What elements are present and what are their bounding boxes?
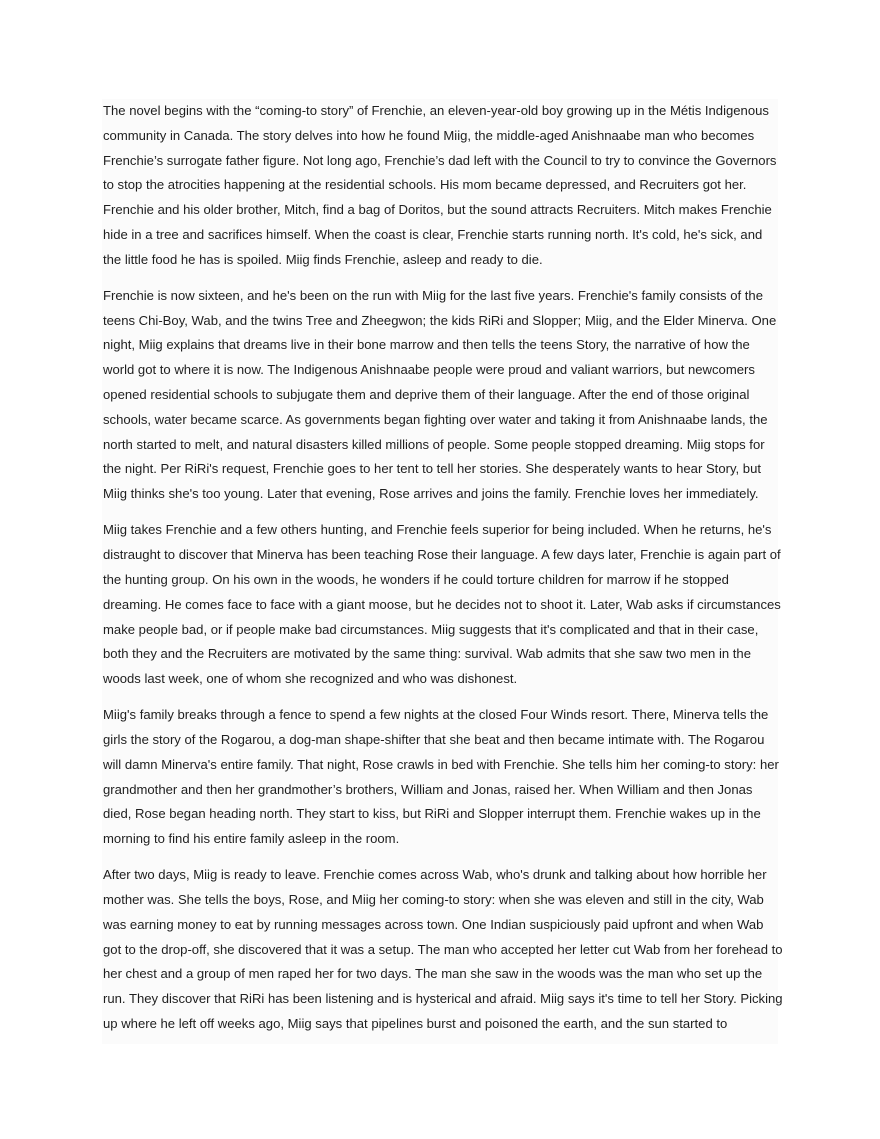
- paragraph-line: girls the story of the Rogarou, a dog-man shape-shifter that she beat and then became intimate with. The Rogarou: [103, 732, 765, 748]
- paragraph-line: make people bad, or if people make bad circumstances. Miig suggests that it's complicated and that in their case,: [103, 621, 759, 637]
- paragraph-line: the night. Per RiRi's request, Frenchie goes to her tent to tell her stories. She desperately wants to hear Story, but: [103, 461, 762, 477]
- paragraph-line: the hunting group. On his own in the woods, he wonders if he could torture children for marrow if he stopped: [103, 571, 729, 587]
- paragraph-line: dreaming. He comes face to face with a giant moose, but he decides not to shoot it. Later, Wab asks if circumstances: [103, 596, 781, 612]
- paragraph-line: run. They discover that RiRi has been listening and is hysterical and afraid. Miig says it's time to tell her Story. Picking: [103, 991, 783, 1007]
- paragraph-line: got to the drop-off, she discovered that it was a setup. The man who accepted her letter cut Wab from her forehead to: [103, 941, 783, 957]
- paragraph: [102, 518, 781, 692]
- paragraph-line: the little food he has is spoiled. Miig finds Frenchie, asleep and ready to die.: [103, 251, 543, 267]
- paragraph-line: night, Miig explains that dreams live in their bone marrow and then tells the teens Story, the narrative of how the: [103, 337, 750, 353]
- paragraph-line: died, Rose began heading north. They start to kiss, but RiRi and Slopper interrupt them. Frenchie wakes up in the: [103, 806, 761, 822]
- paragraph-line: mother was. She tells the boys, Rose, and Miig her coming-to story: when she was eleven and still in the city, Wab: [103, 892, 764, 908]
- paragraph-line: hide in a tree and sacrifices himself. When the coast is clear, Frenchie starts running north. It's cold, he's sick, and: [103, 226, 763, 242]
- paragraph-line: Miig's family breaks through a fence to spend a few nights at the closed Four Winds resort. There, Minerva tells the: [103, 707, 769, 723]
- paragraph-line: distraught to discover that Minerva has been teaching Rose their language. A few days later, Frenchie is again part of: [103, 547, 781, 563]
- paragraph-line: will damn Minerva's entire family. That night, Rose crawls in bed with Frenchie. She tells him her coming-to story: her: [103, 756, 779, 772]
- text-block: [102, 99, 783, 1044]
- paragraph-line: schools, water became scarce. As governments began fighting over water and taking it from Anishnaabe lands, the: [103, 411, 768, 427]
- paragraph-line: world got to where it is now. The Indigenous Anishnaabe people were proud and valiant warriors, but newcomers: [103, 362, 755, 378]
- paragraph-line: community in Canada. The story delves into how he found Miig, the middle-aged Anishnaabe man who becomes: [103, 127, 755, 143]
- paragraph-line: Miig takes Frenchie and a few others hunting, and Frenchie feels superior for being included. When he returns, he's: [103, 522, 772, 538]
- paragraph: [102, 99, 778, 273]
- paragraph: [102, 863, 783, 1037]
- paragraph: [102, 284, 778, 507]
- paragraph-line: Frenchie is now sixteen, and he's been on the run with Miig for the last five years. Frenchie's family consists of the: [103, 287, 764, 303]
- paragraph-line: was earning money to eat by running messages across town. One Indian suspiciously paid upfront and when Wab: [103, 916, 764, 932]
- paragraph-line: morning to find his entire family asleep in the room.: [103, 831, 400, 847]
- paragraph-line: woods last week, one of whom she recognized and who was dishonest.: [103, 671, 518, 687]
- paragraph-line: Frenchie and his older brother, Mitch, find a bag of Doritos, but the sound attracts Recruiters. Mitch makes Frenchie: [103, 202, 772, 218]
- paragraph-line: opened residential schools to subjugate them and deprive them of their language. After the end of those original: [103, 387, 750, 403]
- paragraph: [102, 703, 778, 852]
- paragraph-line: to stop the atrocities happening at the residential schools. His mom became depressed, and Recruiters got her.: [103, 177, 747, 193]
- paragraph-line: grandmother and then her grandmother’s brothers, William and Jonas, raised her. When William and then Jonas: [103, 781, 753, 797]
- paragraph-line: north started to melt, and natural disasters killed millions of people. Some people stopped dreaming. Miig stops for: [103, 436, 765, 452]
- paragraph-line: Miig thinks she's too young. Later that evening, Rose arrives and joins the family. Frenchie loves her immediately.: [103, 486, 759, 502]
- paragraph-line: up where he left off weeks ago, Miig says that pipelines burst and poisoned the earth, and the sun started to: [103, 1016, 728, 1032]
- paragraph-line: both they and the Recruiters are motivated by the same thing: survival. Wab admits that she saw two men in the: [103, 646, 751, 662]
- paragraph-line: The novel begins with the “coming-to story” of Frenchie, an eleven-year-old boy growing up in the Métis Indigenous: [103, 103, 769, 118]
- paragraph-line: teens Chi-Boy, Wab, and the twins Tree and Zheegwon; the kids RiRi and Slopper; Miig, and the Elder Minerva. One: [103, 312, 777, 328]
- paragraph-line: Frenchie’s surrogate father figure. Not long ago, Frenchie’s dad left with the Council to try to convince the Governors: [103, 152, 777, 168]
- paragraph-line: her chest and a group of men raped her for two days. The man she saw in the woods was the man who set up the: [103, 966, 763, 982]
- paragraph-line: After two days, Miig is ready to leave. Frenchie comes across Wab, who's drunk and talking about how horrible her: [103, 867, 767, 883]
